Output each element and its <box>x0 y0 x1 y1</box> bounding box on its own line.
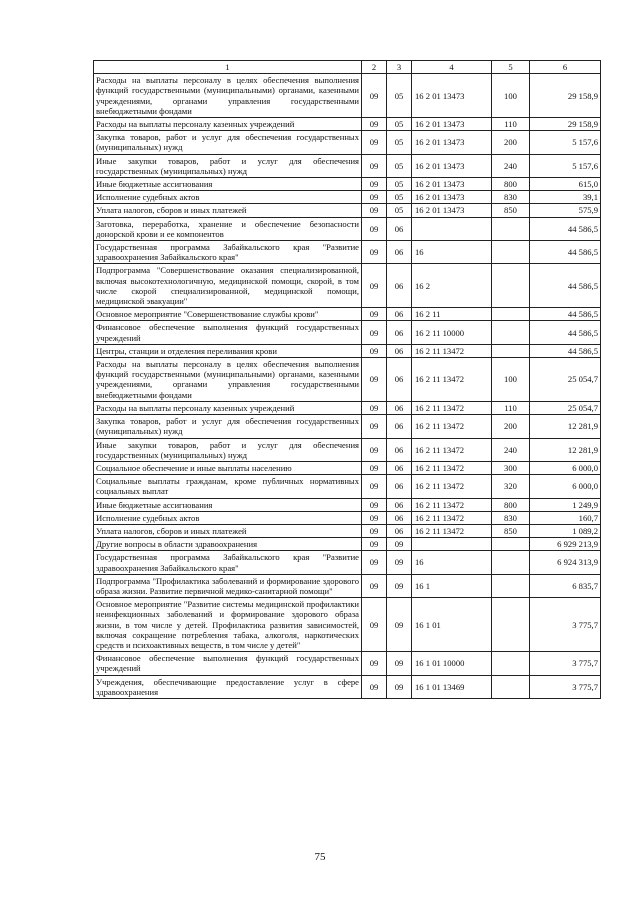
expense-type-cell: 240 <box>492 154 530 177</box>
table-row <box>94 574 601 597</box>
table-row <box>94 498 601 511</box>
expense-name-cell: Иные бюджетные ассигнования <box>94 498 362 511</box>
expense-type-cell <box>492 308 530 321</box>
expense-type-cell: 110 <box>492 118 530 131</box>
target-article-cell: 16 2 01 13473 <box>412 118 492 131</box>
header-row <box>94 61 601 74</box>
target-article-cell <box>412 538 492 551</box>
target-article-cell: 16 2 01 13473 <box>412 204 492 217</box>
table-row <box>94 217 601 240</box>
table-row <box>94 538 601 551</box>
subsection-code-cell: 06 <box>387 308 412 321</box>
expense-type-cell <box>492 321 530 344</box>
subsection-code-cell: 05 <box>387 118 412 131</box>
subsection-code-cell: 06 <box>387 511 412 524</box>
section-code-cell: 09 <box>362 358 387 402</box>
amount-cell: 575,9 <box>530 204 601 217</box>
amount-cell: 39,1 <box>530 191 601 204</box>
subsection-code-cell: 06 <box>387 321 412 344</box>
expense-name-cell: Уплата налогов, сборов и иных платежей <box>94 524 362 537</box>
target-article-cell: 16 1 01 13469 <box>412 675 492 698</box>
amount-cell: 44 586,5 <box>530 217 601 240</box>
amount-cell: 615,0 <box>530 178 601 191</box>
subsection-code-cell: 09 <box>387 652 412 675</box>
amount-cell: 44 586,5 <box>530 344 601 357</box>
target-article-cell: 16 2 11 13472 <box>412 401 492 414</box>
table-row <box>94 74 601 118</box>
expense-type-cell: 850 <box>492 524 530 537</box>
amount-cell: 25 054,7 <box>530 358 601 402</box>
subsection-code-cell: 09 <box>387 574 412 597</box>
table-row <box>94 401 601 414</box>
expense-name-cell: Исполнение судебных актов <box>94 191 362 204</box>
section-code-cell: 09 <box>362 264 387 308</box>
target-article-cell: 16 2 11 10000 <box>412 321 492 344</box>
subsection-code-cell: 06 <box>387 461 412 474</box>
section-code-cell: 09 <box>362 204 387 217</box>
section-code-cell: 09 <box>362 461 387 474</box>
header-cell-4: 4 <box>412 61 492 74</box>
subsection-code-cell: 05 <box>387 154 412 177</box>
table-row <box>94 475 601 498</box>
table-row <box>94 118 601 131</box>
amount-cell: 44 586,5 <box>530 241 601 264</box>
target-article-cell: 16 2 11 13472 <box>412 438 492 461</box>
target-article-cell: 16 2 11 13472 <box>412 461 492 474</box>
expense-type-cell: 300 <box>492 461 530 474</box>
amount-cell: 44 586,5 <box>530 321 601 344</box>
target-article-cell: 16 2 11 13472 <box>412 344 492 357</box>
section-code-cell: 09 <box>362 344 387 357</box>
table-row <box>94 178 601 191</box>
subsection-code-cell: 06 <box>387 415 412 438</box>
amount-cell: 1 089,2 <box>530 524 601 537</box>
expense-type-cell <box>492 551 530 574</box>
amount-cell: 3 775,7 <box>530 598 601 652</box>
expense-type-cell: 800 <box>492 498 530 511</box>
expense-type-cell: 800 <box>492 178 530 191</box>
expense-name-cell: Социальные выплаты гражданам, кроме публичных нормативных социальных выплат <box>94 475 362 498</box>
subsection-code-cell: 06 <box>387 498 412 511</box>
expense-type-cell <box>492 574 530 597</box>
amount-cell: 25 054,7 <box>530 401 601 414</box>
amount-cell: 29 158,9 <box>530 118 601 131</box>
target-article-cell: 16 2 11 13472 <box>412 358 492 402</box>
table-row <box>94 154 601 177</box>
expense-type-cell: 240 <box>492 438 530 461</box>
subsection-code-cell: 06 <box>387 358 412 402</box>
expense-type-cell: 830 <box>492 511 530 524</box>
target-article-cell: 16 2 01 13473 <box>412 131 492 154</box>
table-row <box>94 461 601 474</box>
section-code-cell: 09 <box>362 574 387 597</box>
table-row <box>94 241 601 264</box>
amount-cell: 6 929 213,9 <box>530 538 601 551</box>
subsection-code-cell: 06 <box>387 438 412 461</box>
section-code-cell: 09 <box>362 154 387 177</box>
subsection-code-cell: 09 <box>387 675 412 698</box>
table-row <box>94 511 601 524</box>
expense-type-cell: 830 <box>492 191 530 204</box>
target-article-cell: 16 1 01 10000 <box>412 652 492 675</box>
amount-cell: 6 835,7 <box>530 574 601 597</box>
expense-type-cell <box>492 264 530 308</box>
expense-type-cell: 320 <box>492 475 530 498</box>
expense-name-cell: Расходы на выплаты персоналу казенных учреждений <box>94 118 362 131</box>
table-row <box>94 652 601 675</box>
target-article-cell: 16 2 11 13472 <box>412 524 492 537</box>
amount-cell: 6 000,0 <box>530 475 601 498</box>
amount-cell: 160,7 <box>530 511 601 524</box>
target-article-cell <box>412 217 492 240</box>
amount-cell: 3 775,7 <box>530 652 601 675</box>
expense-name-cell: Иные бюджетные ассигнования <box>94 178 362 191</box>
subsection-code-cell: 09 <box>387 551 412 574</box>
expense-name-cell: Иные закупки товаров, работ и услуг для обеспечения государственных (муниципальных) нужд <box>94 154 362 177</box>
table-row <box>94 131 601 154</box>
table-row <box>94 551 601 574</box>
section-code-cell: 09 <box>362 675 387 698</box>
amount-cell: 44 586,5 <box>530 264 601 308</box>
section-code-cell: 09 <box>362 511 387 524</box>
subsection-code-cell: 06 <box>387 524 412 537</box>
section-code-cell: 09 <box>362 415 387 438</box>
target-article-cell: 16 2 01 13473 <box>412 154 492 177</box>
section-code-cell: 09 <box>362 538 387 551</box>
table-row <box>94 308 601 321</box>
header-cell-1: 1 <box>94 61 362 74</box>
target-article-cell: 16 2 01 13473 <box>412 74 492 118</box>
expense-name-cell: Финансовое обеспечение выполнения функций государственных учреждений <box>94 652 362 675</box>
expense-name-cell: Расходы на выплаты персоналу казенных учреждений <box>94 401 362 414</box>
section-code-cell: 09 <box>362 498 387 511</box>
expense-type-cell <box>492 241 530 264</box>
table-row <box>94 204 601 217</box>
target-article-cell: 16 2 01 13473 <box>412 178 492 191</box>
expense-name-cell: Расходы на выплаты персоналу в целях обеспечения выполнения функций государственными (муниципальными) органами, казенными учреждениями, органами управления государственными внебюджетными фондами <box>94 358 362 402</box>
target-article-cell: 16 2 11 13472 <box>412 498 492 511</box>
table-row <box>94 524 601 537</box>
section-code-cell: 09 <box>362 401 387 414</box>
section-code-cell: 09 <box>362 524 387 537</box>
target-article-cell: 16 2 11 <box>412 308 492 321</box>
subsection-code-cell: 06 <box>387 401 412 414</box>
subsection-code-cell: 05 <box>387 204 412 217</box>
amount-cell: 12 281,9 <box>530 438 601 461</box>
amount-cell: 29 158,9 <box>530 74 601 118</box>
expense-type-cell <box>492 675 530 698</box>
expense-name-cell: Закупка товаров, работ и услуг для обеспечения государственных (муниципальных) нужд <box>94 131 362 154</box>
expense-name-cell: Закупка товаров, работ и услуг для обеспечения государственных (муниципальных) нужд <box>94 415 362 438</box>
expense-name-cell: Социальное обеспечение и иные выплаты населению <box>94 461 362 474</box>
expense-name-cell: Финансовое обеспечение выполнения функций государственных учреждений <box>94 321 362 344</box>
amount-cell: 44 586,5 <box>530 308 601 321</box>
expense-type-cell: 110 <box>492 401 530 414</box>
section-code-cell: 09 <box>362 191 387 204</box>
section-code-cell: 09 <box>362 598 387 652</box>
expense-name-cell: Основное мероприятие "Совершенствование службы крови" <box>94 308 362 321</box>
expense-name-cell: Иные закупки товаров, работ и услуг для обеспечения государственных (муниципальных) нужд <box>94 438 362 461</box>
section-code-cell: 09 <box>362 118 387 131</box>
expense-name-cell: Учреждения, обеспечивающие предоставление услуг в сфере здравоохранения <box>94 675 362 698</box>
amount-cell: 12 281,9 <box>530 415 601 438</box>
table-row <box>94 598 601 652</box>
amount-cell: 1 249,9 <box>530 498 601 511</box>
table-body <box>94 61 601 699</box>
subsection-code-cell: 09 <box>387 598 412 652</box>
table-row <box>94 358 601 402</box>
subsection-code-cell: 05 <box>387 74 412 118</box>
section-code-cell: 09 <box>362 321 387 344</box>
subsection-code-cell: 06 <box>387 241 412 264</box>
header-cell-3: 3 <box>387 61 412 74</box>
target-article-cell: 16 2 11 13472 <box>412 475 492 498</box>
table-row <box>94 191 601 204</box>
table-row <box>94 344 601 357</box>
amount-cell: 6 924 313,9 <box>530 551 601 574</box>
table-row <box>94 264 601 308</box>
expense-type-cell: 200 <box>492 131 530 154</box>
section-code-cell: 09 <box>362 241 387 264</box>
subsection-code-cell: 05 <box>387 178 412 191</box>
expense-name-cell: Подпрограмма "Профилактика заболеваний и формирование здорового образа жизни. Развитие первичной медико-санитарной помощи" <box>94 574 362 597</box>
amount-cell: 5 157,6 <box>530 131 601 154</box>
expense-name-cell: Государственная программа Забайкальского края "Развитие здравоохранения Забайкальского края" <box>94 551 362 574</box>
expense-type-cell <box>492 538 530 551</box>
expense-name-cell: Исполнение судебных актов <box>94 511 362 524</box>
expense-name-cell: Государственная программа Забайкальского края "Развитие здравоохранения Забайкальского края" <box>94 241 362 264</box>
page-number: 75 <box>314 851 326 863</box>
expense-type-cell: 100 <box>492 74 530 118</box>
header-cell-2: 2 <box>362 61 387 74</box>
target-article-cell: 16 2 11 13472 <box>412 415 492 438</box>
expense-type-cell <box>492 344 530 357</box>
target-article-cell: 16 1 <box>412 574 492 597</box>
section-code-cell: 09 <box>362 308 387 321</box>
expense-type-cell: 200 <box>492 415 530 438</box>
expense-name-cell: Заготовка, переработка, хранение и обеспечение безопасности донорской крови и ее компонентов <box>94 217 362 240</box>
subsection-code-cell: 06 <box>387 475 412 498</box>
table-row <box>94 415 601 438</box>
expense-name-cell: Подпрограмма "Совершенствование оказания специализированной, включая высокотехнологичную, медицинской помощи, скорой, в том числе скорой специализированной, медицинской помощи, медицинской эвакуации" <box>94 264 362 308</box>
section-code-cell: 09 <box>362 438 387 461</box>
section-code-cell: 09 <box>362 217 387 240</box>
expense-type-cell: 850 <box>492 204 530 217</box>
subsection-code-cell: 05 <box>387 131 412 154</box>
section-code-cell: 09 <box>362 74 387 118</box>
section-code-cell: 09 <box>362 131 387 154</box>
target-article-cell: 16 1 01 <box>412 598 492 652</box>
section-code-cell: 09 <box>362 178 387 191</box>
table-row <box>94 438 601 461</box>
target-article-cell: 16 2 11 13472 <box>412 511 492 524</box>
amount-cell: 3 775,7 <box>530 675 601 698</box>
expense-name-cell: Другие вопросы в области здравоохранения <box>94 538 362 551</box>
section-code-cell: 09 <box>362 475 387 498</box>
section-code-cell: 09 <box>362 551 387 574</box>
amount-cell: 6 000,0 <box>530 461 601 474</box>
expense-type-cell <box>492 217 530 240</box>
section-code-cell: 09 <box>362 652 387 675</box>
table-row <box>94 321 601 344</box>
subsection-code-cell: 06 <box>387 344 412 357</box>
expense-type-cell <box>492 652 530 675</box>
target-article-cell: 16 2 <box>412 264 492 308</box>
expense-name-cell: Основное мероприятие "Развитие системы медицинской профилактики неинфекционных заболеваний и формирование здорового образа жизни, в том числе у детей. Профилактика развития зависимостей, включая сокращение потребления табака, алкоголя, наркотических средств и психоактивных веществ, в том числе у детей" <box>94 598 362 652</box>
subsection-code-cell: 06 <box>387 217 412 240</box>
expense-type-cell <box>492 598 530 652</box>
subsection-code-cell: 09 <box>387 538 412 551</box>
header-cell-5: 5 <box>492 61 530 74</box>
table-row <box>94 675 601 698</box>
budget-table <box>93 60 601 699</box>
expense-name-cell: Уплата налогов, сборов и иных платежей <box>94 204 362 217</box>
subsection-code-cell: 06 <box>387 264 412 308</box>
subsection-code-cell: 05 <box>387 191 412 204</box>
target-article-cell: 16 2 01 13473 <box>412 191 492 204</box>
expense-name-cell: Расходы на выплаты персоналу в целях обеспечения выполнения функций государственными (муниципальными) органами, казенными учреждениями, органами управления государственными внебюджетными фондами <box>94 74 362 118</box>
header-cell-6: 6 <box>530 61 601 74</box>
amount-cell: 5 157,6 <box>530 154 601 177</box>
expense-name-cell: Центры, станции и отделения переливания крови <box>94 344 362 357</box>
expense-type-cell: 100 <box>492 358 530 402</box>
target-article-cell: 16 <box>412 551 492 574</box>
target-article-cell: 16 <box>412 241 492 264</box>
